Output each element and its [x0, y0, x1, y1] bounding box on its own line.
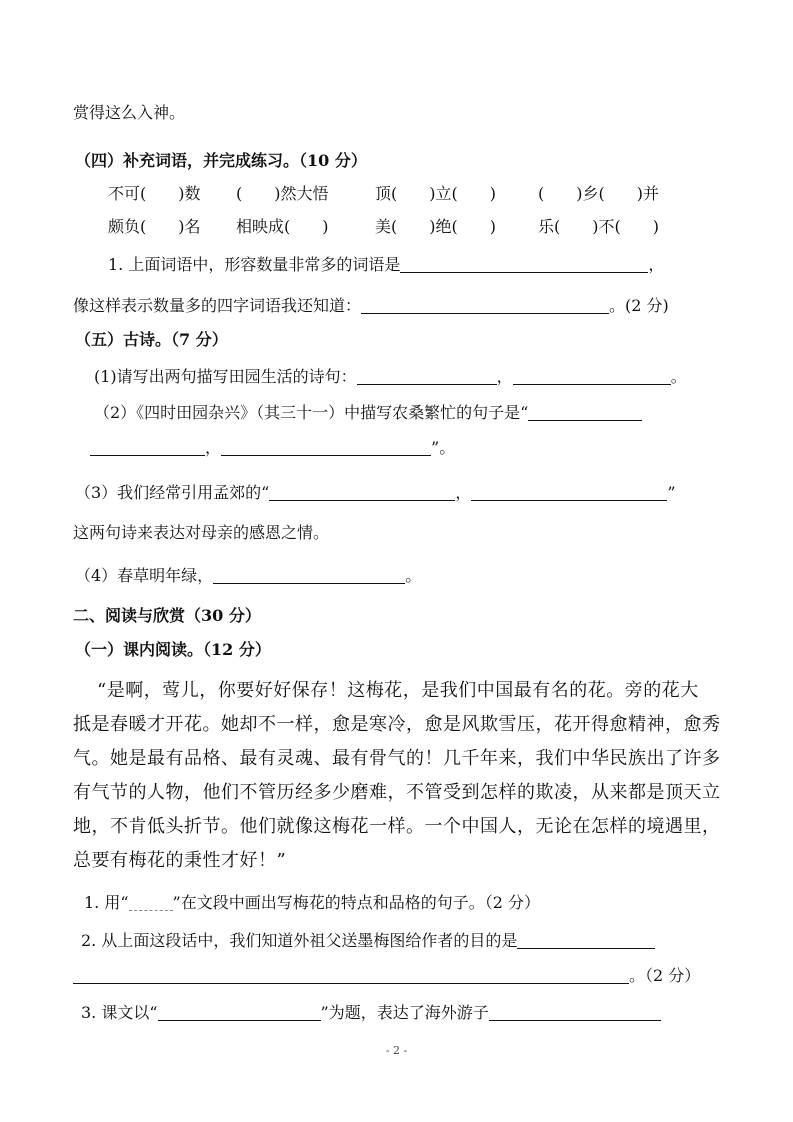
question-line [90, 437, 455, 459]
answer-blank[interactable] [221, 438, 431, 456]
question-line [81, 1002, 661, 1024]
punctuation: 。 [405, 566, 422, 585]
word-item: ( )然大悟 [236, 184, 329, 203]
question-text: （2）《四时田园杂兴》（其三十一）中描写农桑繁忙的句子是“ [94, 403, 529, 422]
question-text: 2. 从上面这段话中，我们知道外祖父送墨梅图给作者的目的是 [81, 931, 518, 950]
passage-line: 有气节的人物，他们不管历经多少磨难，不管受到怎样的欺凌，从来都是顶天立 [73, 782, 721, 803]
word-item: 乐( )不( ) [538, 217, 659, 236]
punctuation: ”。 [431, 438, 456, 457]
word-item: 颇负( )名 [108, 217, 201, 236]
word-item: ( )乡( )并 [538, 184, 659, 203]
text-line: 这两句诗来表达对母亲的感恩之情。 [73, 523, 330, 542]
question-line [94, 402, 642, 424]
question-line [84, 892, 540, 914]
section-heading: （五）古诗。（7 分） [75, 330, 228, 349]
points-text: 。(2 分) [609, 296, 669, 315]
underline-sample [129, 893, 173, 911]
question-line [75, 482, 676, 504]
answer-blank[interactable] [517, 931, 655, 949]
answer-blank[interactable] [361, 296, 609, 314]
question-line [81, 930, 655, 952]
section-heading: （四）补充词语，并完成练习。（10 分） [75, 151, 367, 170]
question-line [73, 965, 700, 987]
question-text: （4）春草明年绿， [75, 566, 214, 585]
reading-passage [73, 674, 721, 878]
question-text: （3）我们经常引用孟郊的“ [75, 483, 270, 502]
punctuation: ， [455, 483, 472, 502]
word-row-1 [108, 183, 659, 205]
passage-line: 地，不肯低头折节。他们就像这梅花一样。一个中国人，无论在怎样的境遇里， [73, 816, 721, 837]
question-text: 1. 上面词语中，形容数量非常多的词语是 [108, 255, 401, 274]
points-text: 。（2 分） [629, 966, 701, 985]
word-item: 美( )绝( ) [375, 217, 496, 236]
answer-blank[interactable] [213, 566, 405, 584]
answer-blank[interactable] [269, 483, 455, 501]
question-line [108, 254, 664, 276]
question-text: (1)请写出两句描写田园生活的诗句： [94, 367, 357, 386]
answer-blank[interactable] [489, 1003, 661, 1021]
answer-blank[interactable] [513, 367, 671, 385]
word-item: 顶( )立( ) [375, 184, 496, 203]
answer-blank[interactable] [471, 483, 667, 501]
word-item: 相映成( ) [236, 217, 329, 236]
word-row-2 [108, 216, 659, 238]
passage-line: 抵是春暖才开花。她却不一样，愈是寒冷，愈是风欺雪压，花开得愈精神，愈秀 [73, 714, 721, 735]
punctuation: 。 [670, 367, 687, 386]
question-text: 像这样表示数量多的四字词语我还知道： [73, 296, 362, 315]
page-number: - 2 - [385, 1044, 408, 1057]
punctuation: ， [496, 367, 513, 386]
section-heading: （一）课内阅读。（12 分） [75, 640, 271, 659]
question-text: 3. 课文以“ [81, 1003, 158, 1022]
punctuation: ” [667, 483, 676, 502]
answer-blank[interactable] [400, 255, 648, 273]
passage-line: 气。她是最有品格、最有灵魂、最有骨气的！几千年来，我们中华民族出了许多 [73, 748, 721, 769]
question-text: 1. 用“ [84, 893, 129, 912]
part-heading: 二、阅读与欣赏（30 分） [73, 606, 261, 625]
question-text: ”在文段中画出写梅花的特点和品格的句子。（2 分） [172, 893, 540, 912]
answer-blank[interactable] [357, 367, 497, 385]
question-line [75, 565, 421, 587]
punctuation: ， [205, 438, 222, 457]
word-item: 不可( )数 [108, 184, 201, 203]
question-line [73, 295, 669, 317]
answer-blank[interactable] [528, 403, 642, 421]
punctuation: ， [648, 255, 665, 274]
answer-blank[interactable] [158, 1003, 321, 1021]
question-text: ”为题，表达了海外游子 [320, 1003, 489, 1022]
answer-blank[interactable] [73, 966, 629, 984]
answer-blank[interactable] [90, 438, 205, 456]
passage-line: 总要有梅花的秉性才好！” [73, 850, 287, 871]
passage-line: “是啊，莺儿，你要好好保存！这梅花，是我们中国最有名的花。旁的花大 [97, 680, 699, 701]
question-line [94, 366, 687, 388]
text-line: 赏得这么入神。 [73, 103, 186, 122]
